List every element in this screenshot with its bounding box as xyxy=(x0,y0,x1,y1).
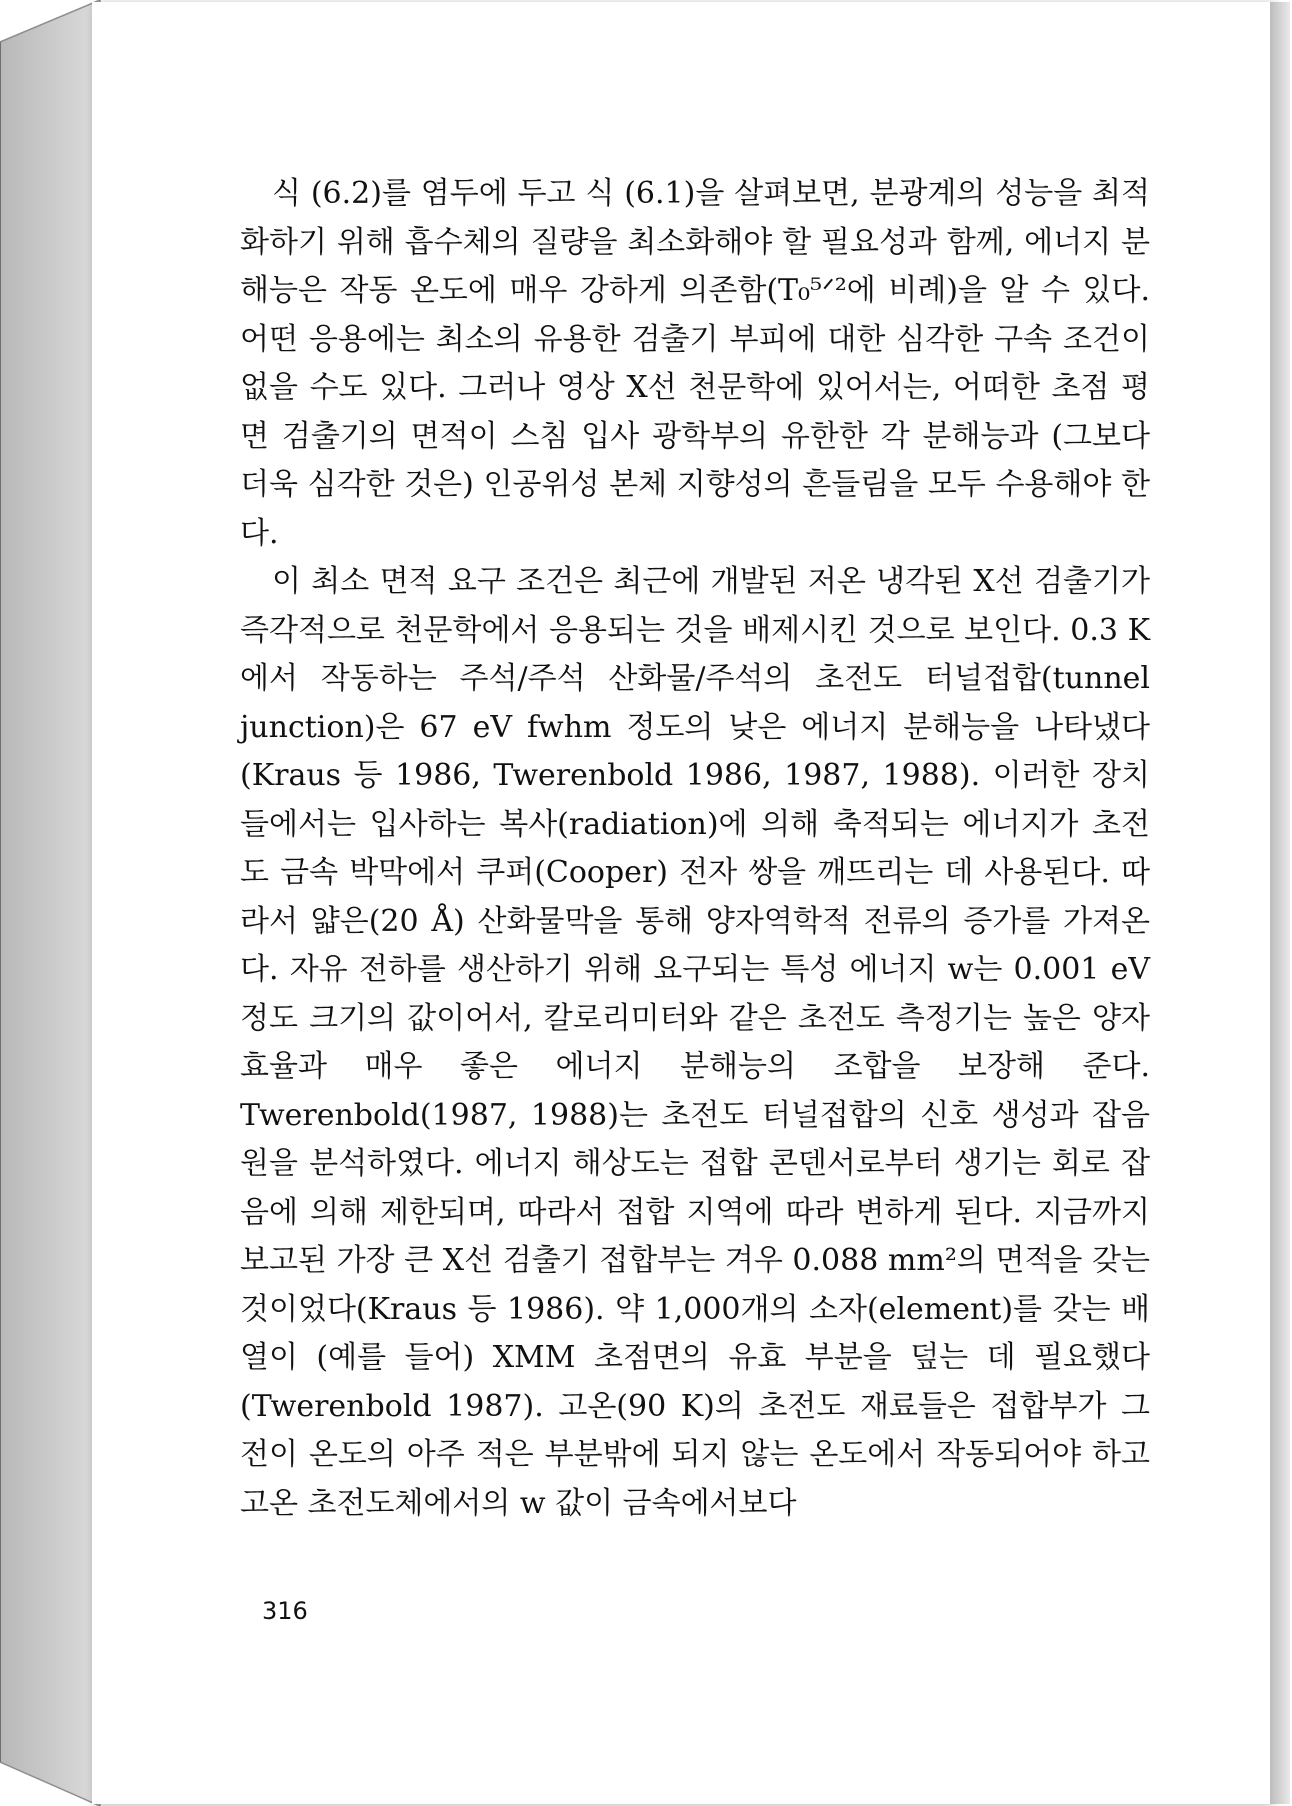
paragraph-1: 식 (6.2)를 염두에 두고 식 (6.1)을 살펴보면, 분광계의 성능을 최적화하기 위해 흡수체의 질량을 최소화해야 할 필요성과 함께, 에너지 분해능은 작동 온도에 매우 강하게 의존함(T₀⁵ᐟ²에 비례)을 알 수 있다. 어떤 응용에는 최소의 유용한 검출기 부피에 대한 심각한 구속 조건이 없을 수도 있다. 그러나 영상 X선 천문학에 있어서는, 어떠한 초점 평면 검출기의 면적이 스침 입사 광학부의 유한한 각 분해능과 (그보다 더욱 심각한 것은) 인공위성 본체 지향성의 흔들림을 모두 수용해야 한다. xyxy=(240,176,1150,551)
page-number: 316 xyxy=(262,1597,308,1625)
paragraph-2: 이 최소 면적 요구 조건은 최근에 개발된 저온 냉각된 X선 검출기가 즉각적으로 천문학에서 응용되는 것을 배제시킨 것으로 보인다. 0.3 K에서 작동하는 주석/주석 산화물/주석의 초전도 터널접합(tunnel junction)은 67 eV fwhm 정도의 낮은 에너지 분해능을 나타냈다 (Kraus 등 1986, Twerenbold 1986, 1987, 1988). 이러한 장치들에서는 입사하는 복사(radiation)에 의해 축적되는 에너지가 초전도 금속 박막에서 쿠퍼(Cooper) 전자 쌍을 깨뜨리는 데 사용된다. 따라서 얇은(20 Å) 산화물막을 통해 양자역학적 전류의 증가를 가져온다. 자유 전하를 생산하기 위해 요구되는 특성 에너지 w는 0.001 eV 정도 크기의 값이어서, 칼로리미터와 같은 초전도 측정기는 높은 양자 효율과 매우 좋은 에너지 분해능의 조합을 보장해 준다. Twerenbold(1987, 1988)는 초전도 터널접합의 신호 생성과 잡음원을 분석하였다. 에너지 해상도는 접합 콘덴서로부터 생기는 회로 잡음에 의해 제한되며, 따라서 접합 지역에 따라 변하게 된다. 지금까지 보고된 가장 큰 X선 검출기 접합부는 겨우 0.088 mm²의 면적을 갖는 것이었다(Kraus 등 1986). 약 1,000개의 소자(element)를 갖는 배열이 (예를 들어) XMM 초점면의 유효 부분을 덮는 데 필요했다(Twerenbold 1987). 고온(90 K)의 초전도 재료들은 접합부가 그 전이 온도의 아주 적은 부분밖에 되지 않는 온도에서 작동되어야 하고 고온 초전도체에서의 w 값이 금속에서보다 xyxy=(240,564,1150,1521)
body-text xyxy=(240,170,1150,1528)
page-edge-shadow xyxy=(1270,2,1290,1804)
